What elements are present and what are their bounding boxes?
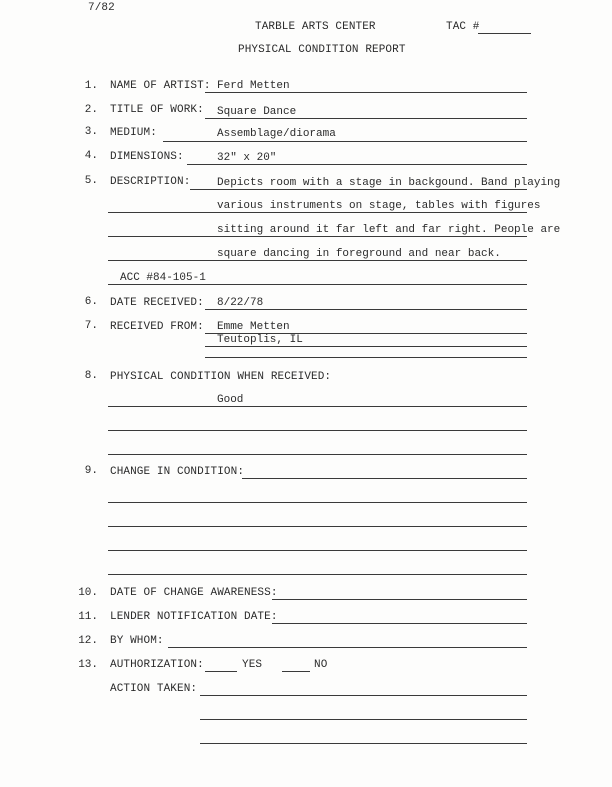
- accession-number: ACC #84-105-1: [120, 272, 206, 284]
- date-received-value: 8/22/78: [217, 297, 264, 309]
- authorization-label: AUTHORIZATION:: [110, 659, 204, 671]
- dimensions-value: 32" x 20": [217, 152, 277, 164]
- title-label: TITLE OF WORK:: [110, 104, 204, 116]
- item-number: 2.: [84, 104, 98, 116]
- by-whom-label: BY WHOM:: [110, 635, 164, 647]
- received-from-line: [205, 346, 527, 347]
- item-number: 13.: [78, 659, 98, 671]
- lender-line: [272, 623, 527, 624]
- dimensions-label: DIMENSIONS:: [110, 151, 184, 163]
- action-line: [200, 743, 527, 744]
- no-label: NO: [314, 659, 328, 671]
- change-line: [108, 526, 527, 527]
- title-line: [205, 118, 527, 119]
- medium-line: [163, 141, 527, 142]
- yes-check-line: [205, 671, 237, 672]
- tac-number-line: [478, 33, 531, 34]
- action-label: ACTION TAKEN:: [110, 683, 198, 695]
- change-line: [108, 502, 527, 503]
- org-name: TARBLE ARTS CENTER: [255, 21, 376, 33]
- change-line: [108, 574, 527, 575]
- dimensions-line: [187, 164, 527, 165]
- change-label: CHANGE IN CONDITION:: [110, 466, 245, 478]
- lender-label: LENDER NOTIFICATION DATE:: [110, 611, 278, 623]
- date-received-line: [205, 309, 527, 310]
- tac-label: TAC #: [446, 21, 480, 33]
- item-number: 5.: [84, 175, 98, 187]
- date-received-label: DATE RECEIVED:: [110, 297, 204, 309]
- by-whom-line: [168, 647, 527, 648]
- received-from-label: RECEIVED FROM:: [110, 321, 204, 333]
- title-value: Square Dance: [217, 106, 297, 118]
- condition-line: [108, 430, 527, 431]
- item-number: 6.: [84, 296, 98, 308]
- description-rule: [108, 260, 527, 261]
- condition-line: [108, 454, 527, 455]
- medium-value: Assemblage/diorama: [217, 128, 336, 140]
- item-number: 8.: [84, 370, 98, 382]
- description-line-3: sitting around it far left and far right. People are: [217, 224, 561, 236]
- yes-label: YES: [242, 659, 263, 671]
- condition-line: [108, 406, 527, 407]
- action-line: [200, 719, 527, 720]
- item-number: 11.: [78, 611, 98, 623]
- description-label: DESCRIPTION:: [110, 176, 191, 188]
- description-rule: [190, 189, 527, 190]
- item-number: 10.: [78, 587, 98, 599]
- received-from-name: Emme Metten: [217, 321, 290, 333]
- item-number: 9.: [84, 465, 98, 477]
- accession-line: [108, 284, 527, 285]
- item-number: 3.: [84, 126, 98, 138]
- date-code: 7/82: [88, 2, 115, 14]
- description-line-4: square dancing in foreground and near back.: [217, 248, 501, 260]
- description-line-1: Depicts room with a stage in backgound. Band playing: [217, 177, 561, 189]
- change-line: [242, 478, 527, 479]
- received-from-line: [205, 357, 527, 358]
- item-number: 4.: [84, 150, 98, 162]
- action-line: [200, 695, 527, 696]
- awareness-label: DATE OF CHANGE AWARENESS:: [110, 587, 278, 599]
- description-rule: [108, 212, 527, 213]
- no-check-line: [282, 671, 310, 672]
- condition-label: PHYSICAL CONDITION WHEN RECEIVED:: [110, 371, 332, 383]
- awareness-line: [272, 599, 527, 600]
- description-line-2: various instruments on stage, tables with figures: [217, 200, 541, 212]
- item-number: 12.: [78, 635, 98, 647]
- description-rule: [108, 236, 527, 237]
- item-number: 7.: [84, 320, 98, 332]
- condition-value: Good: [217, 394, 244, 406]
- artist-value: Ferd Metten: [217, 80, 290, 92]
- received-from-city: Teutoplis, IL: [217, 334, 303, 346]
- artist-label: NAME OF ARTIST:: [110, 80, 211, 92]
- report-title: PHYSICAL CONDITION REPORT: [238, 44, 406, 56]
- item-number: 1.: [84, 80, 98, 92]
- artist-line: [205, 92, 527, 93]
- medium-label: MEDIUM:: [110, 127, 157, 139]
- change-line: [108, 550, 527, 551]
